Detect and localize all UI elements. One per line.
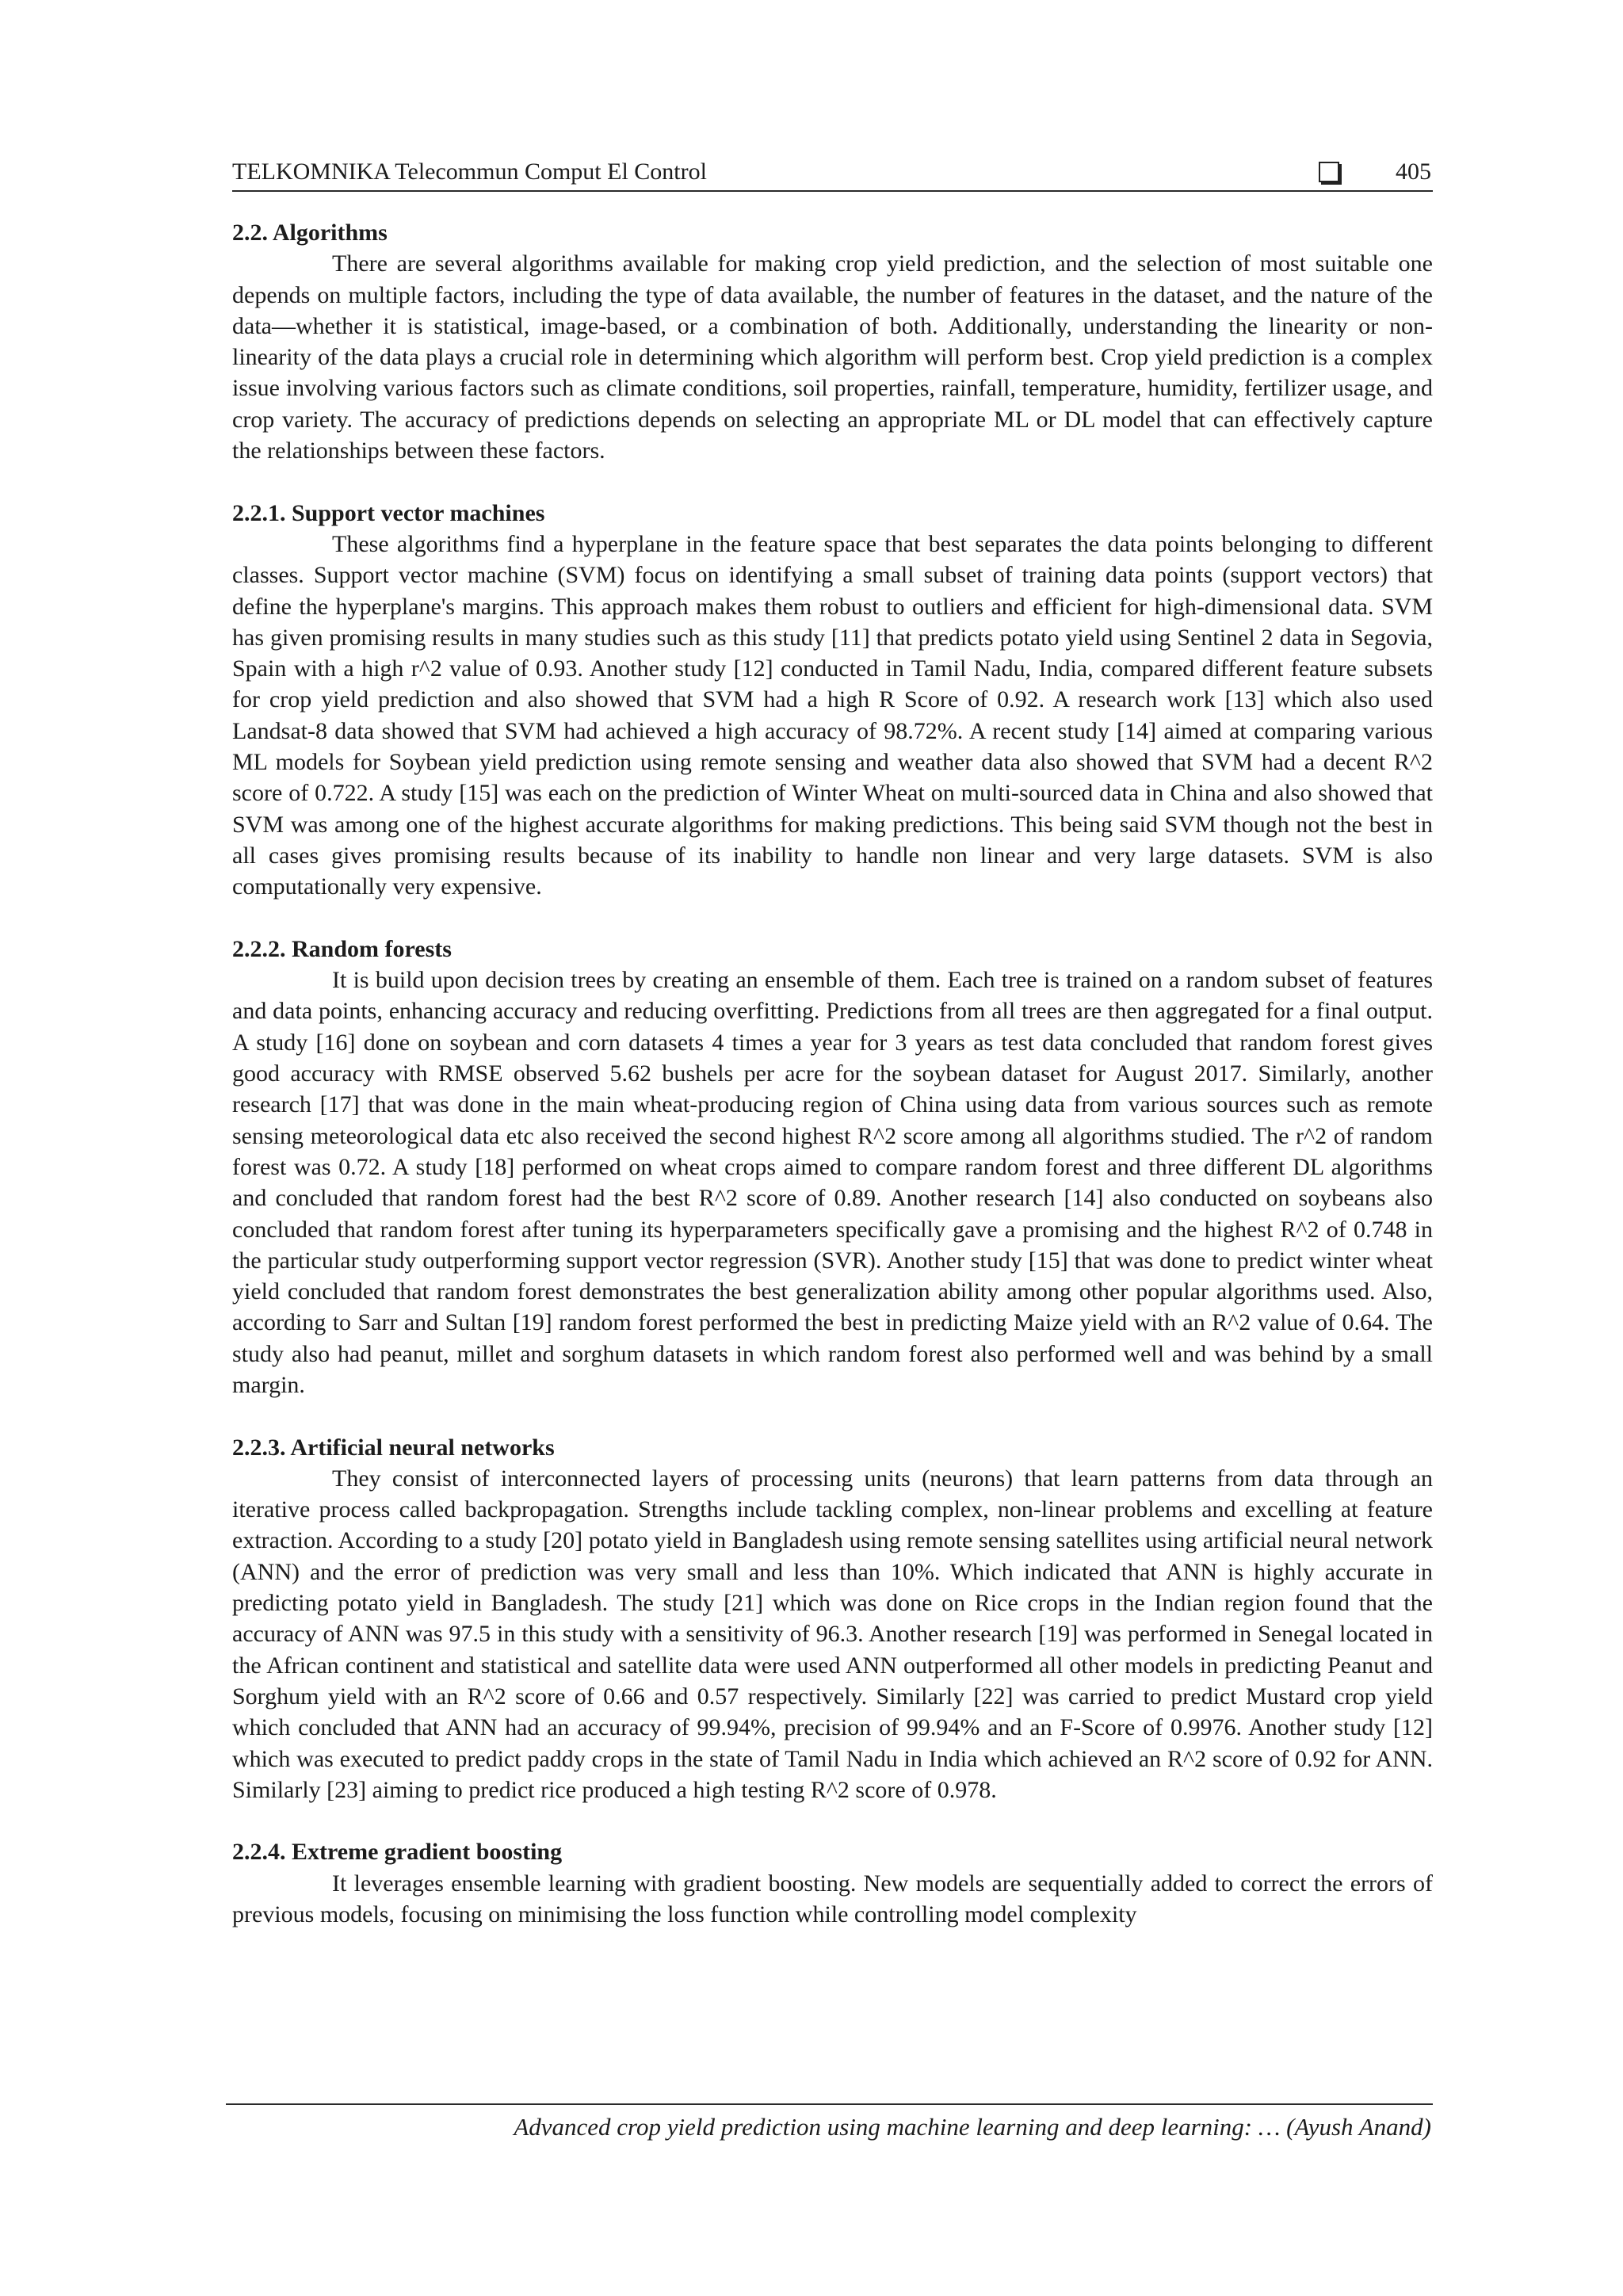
running-header (232, 155, 1433, 192)
page-number: 405 (1396, 159, 1431, 185)
subsection-heading-xgboost: 2.2.4. Extreme gradient boosting (232, 1839, 563, 1866)
subsection-paragraph-ann: They consist of interconnected layers of processing units (neurons) that learn patterns from data through an iterative process called backpropagation. Strengths include tackling complex, non-linear problems and excelling at feature extraction. According to a study [20] potato yield in Bangladesh using remote sensing satellites using artificial neural network (ANN) and the error of prediction was very small and less than 10%. Which indicated that ANN is highly accurate in predicting potato yield in Bangladesh. The study [21] which was done on Rice crops in the Indian region found that the accuracy of ANN was 97.5 in this study with a sensitivity of 96.3. Another research [19] was performed in Senegal located in the African continent and statistical and satellite data were used ANN outperformed all other models in predicting Peanut and Sorghum yield with an R^2 score of 0.66 and 0.57 respectively. Similarly [22] was carried to predict Mustard crop yield which concluded that ANN had an accuracy of 99.94%, precision of 99.94% and an F-Score of 0.9976. Another study [12] which was executed to predict paddy crops in the state of Tamil Nadu in India which achieved an R^2 score of 0.92 for ANN. Similarly [23] aiming to predict rice produced a high testing R^2 score of 0.978. (232, 1465, 1433, 1803)
journal-name: TELKOMNIKA Telecommun Comput El Control (232, 159, 707, 185)
subsection-heading-ann: 2.2.3. Artificial neural networks (232, 1434, 555, 1461)
subsection-heading-svm: 2.2.1. Support vector machines (232, 499, 545, 526)
square-box-icon (1319, 162, 1339, 182)
section-intro-paragraph: There are several algorithms available for making crop yield prediction, and the selection of most suitable one depends on multiple factors, including the type of data available, the number of features in the dataset, and the nature of the data—whether it is statistical, image-based, or a combination of both. Additionally, understanding the linearity or non-linearity of the data plays a crucial role in determining which algorithm will perform best. Crop yield prediction is a complex issue involving various factors such as climate conditions, soil properties, rainfall, temperature, humidity, fertilizer usage, and crop variety. The accuracy of predictions depends on selecting an appropriate ML or DL model that can effectively capture the relationships between these factors. (232, 250, 1433, 464)
subsection-paragraph-xgboost: It leverages ensemble learning with gradient boosting. New models are sequentially added to correct the errors of previous models, focusing on minimising the loss function while controlling model complexity (232, 1870, 1433, 1928)
section-heading: 2.2. Algorithms (232, 220, 388, 246)
running-footer (226, 2103, 1433, 2141)
subsection-heading-random-forests: 2.2.2. Random forests (232, 935, 452, 962)
body-content (232, 217, 1433, 1962)
subsection-paragraph-random-forests: It is build upon decision trees by creating an ensemble of them. Each tree is trained on a random subset of features and data points, enhancing accuracy and reducing overfitting. Predictions from all trees are then aggregated for a final output. A study [16] done on soybean and corn datasets 4 times a year for 3 years as test data concluded that random forest gives good accuracy with RMSE observed 5.62 bushels per acre for the soybean dataset for August 2017. Similarly, another research [17] that was done in the main wheat-producing region of China using data from various sources such as remote sensing meteorological data etc also received the second highest R^2 score among all algorithms studied. The r^2 of random forest was 0.72. A study [18] performed on wheat crops aimed to compare random forest and three different DL algorithms and concluded that random forest had the best R^2 score of 0.89. Another research [14] also conducted on soybeans also concluded that random forest after tuning its hyperparameters specifically gave a promising and the highest R^2 of 0.748 in the particular study outperforming support vector regression (SVR). Another study [15] that was done to predict winter wheat yield concluded that random forest demonstrates the best generalization ability among other popular algorithms used. Also, according to Sarr and Sultan [19] random forest performed the best in predicting Maize yield with an R^2 value of 0.64. The study also had peanut, millet and sorghum datasets in which random forest also performed well and was behind by a small margin. (232, 967, 1433, 1398)
footer-citation: Advanced crop yield prediction using machine learning and deep learning: … (Ayush Anand) (514, 2113, 1431, 2141)
subsection-paragraph-svm: These algorithms find a hyperplane in the feature space that best separates the data points belonging to different classes. Support vector machine (SVM) focus on identifying a small subset of training data points (support vectors) that define the hyperplane's margins. This approach makes them robust to outliers and efficient for high-dimensional data. SVM has given promising results in many studies such as this study [11] that predicts potato yield using Sentinel 2 data in Segovia, Spain with a high r^2 value of 0.93. Another study [12] conducted in Tamil Nadu, India, compared different feature subsets for crop yield prediction and also showed that SVM had a high R Score of 0.92. A research work [13] which also used Landsat-8 data showed that SVM had achieved a high accuracy of 98.72%. A recent study [14] aimed at comparing various ML models for Soybean yield prediction using remote sensing and weather data also showed that SVM had a decent R^2 score of 0.722. A study [15] was each on the prediction of Winter Wheat on multi-sourced data in China and also showed that SVM was among one of the highest accurate algorithms for making predictions. This being said SVM though not the best in all cases gives promising results because of its inability to handle non linear and very large datasets. SVM is also computationally very expensive. (232, 530, 1433, 900)
